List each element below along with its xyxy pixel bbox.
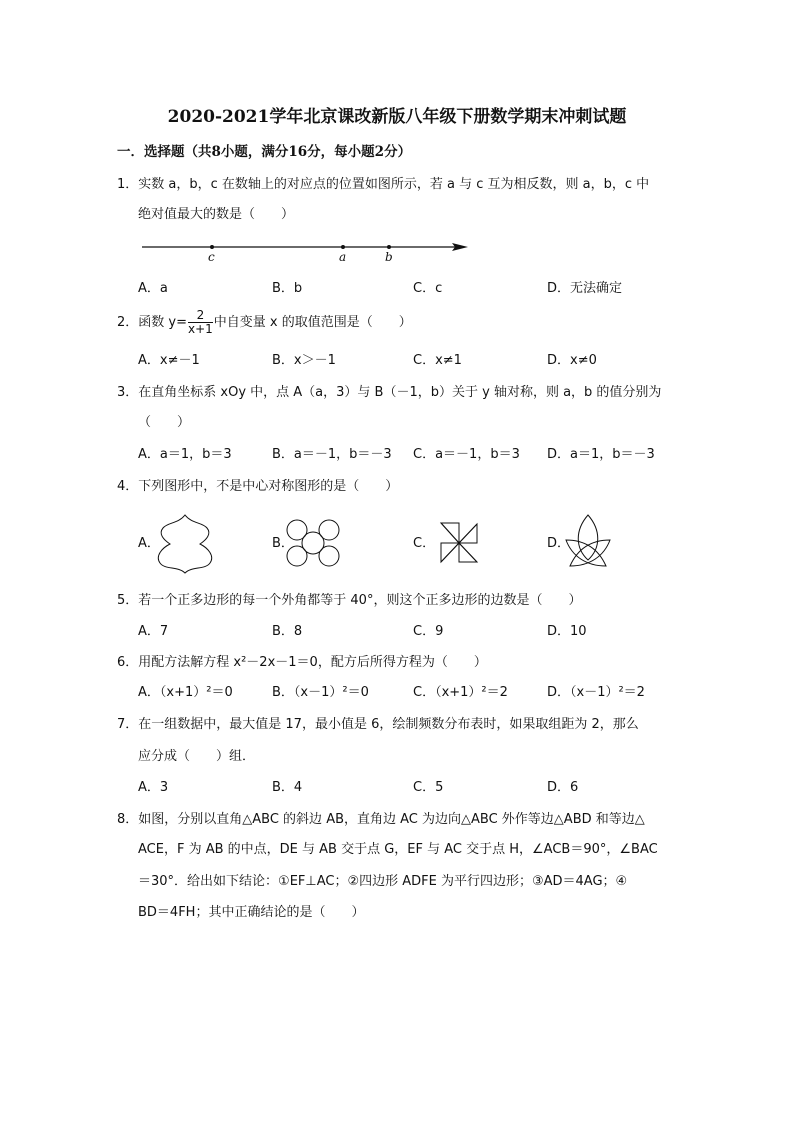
option-c: C．a＝－1，b＝3 — [413, 447, 520, 462]
option-b: B．x＞－1 — [272, 353, 336, 368]
question-8-line-1: 8．如图，分别以直角△ABC 的斜边 AB，直角边 AC 为边向△ABC 外作等边△ABD 和等边△ — [117, 812, 645, 827]
question-2-prefix: 2．函数 y= — [117, 315, 187, 330]
question-8-line-3: ＝30°．给出如下结论：①EF⊥AC；②四边形 ADFE 为平行四边形；③AD＝4AG；④ — [138, 874, 628, 889]
option-d: D．（x－1）²＝2 — [547, 685, 645, 700]
question-3-line-1: 3．在直角坐标系 xOy 中，点 A（a，3）与 B（－1，b）关于 y 轴对称，则 a，b 的值分别为 — [117, 385, 662, 400]
shape-b-icon — [287, 520, 339, 566]
question-7-line-2: 应分成（ ）组． — [138, 749, 256, 764]
option-d: D．6 — [547, 780, 579, 795]
label-c: c — [208, 250, 215, 264]
shape-c-icon — [441, 523, 477, 562]
question-8-line-2: ACE，F 为 AB 的中点，DE 与 AB 交于点 G，EF 与 AC 交于点 H，∠ACB＝90°，∠BAC — [138, 842, 658, 857]
page-title: 2020-2021学年北京课改新版八年级下册数学期末冲刺试题 — [167, 107, 627, 127]
option-a: A．7 — [138, 624, 169, 639]
option-c: C．（x+1）²＝2 — [413, 685, 508, 700]
option-d: D．x≠0 — [547, 353, 597, 368]
option-c: C．5 — [413, 780, 444, 795]
option-c: C．9 — [413, 624, 444, 639]
option-b: B．a＝－1，b＝－3 — [272, 447, 392, 462]
shape-a-icon — [158, 515, 211, 573]
question-1-line-2: 绝对值最大的数是（ ） — [138, 207, 295, 222]
option-d: D．无法确定 — [547, 281, 623, 296]
fraction-numerator: 2 — [188, 309, 213, 323]
label-a: a — [339, 250, 347, 264]
option-b: B．8 — [272, 624, 303, 639]
question-4-line-1: 4．下列图形中，不是中心对称图形的是（ ） — [117, 479, 399, 494]
option-c: C．c — [413, 281, 443, 296]
option-b: B．（x－1）²＝0 — [272, 685, 369, 700]
option-b: B． — [272, 536, 294, 551]
option-d: D． — [547, 536, 571, 551]
section-heading: 一．选择题（共8小题，满分16分，每小题2分） — [117, 144, 412, 160]
option-b: B．4 — [272, 780, 303, 795]
option-c: C．x≠1 — [413, 353, 462, 368]
question-1-line-1: 1．实数 a，b，c 在数轴上的对应点的位置如图所示，若 a 与 c 互为相反数，则 a，b，c 中 — [117, 177, 650, 192]
question-5-line-1: 5．若一个正多边形的每一个外角都等于 40°，则这个正多边形的边数是（ ） — [117, 593, 582, 608]
option-c: C． — [413, 536, 436, 551]
question-2-suffix: 中自变量 x 的取值范围是（ ） — [213, 315, 412, 330]
fraction-denominator: x+1 — [188, 322, 213, 336]
question-3-line-2: （ ） — [138, 415, 191, 430]
label-b: b — [385, 250, 393, 264]
question-8-line-4: BD＝4FH；其中正确结论的是（ ） — [138, 905, 365, 920]
option-a: A．3 — [138, 780, 169, 795]
option-a: A． — [138, 536, 160, 551]
question-7-line-1: 7．在一组数据中，最大值是 17，最小值是 6，绘制频数分布表时，如果取组距为 2，那么 — [117, 717, 639, 732]
option-d: D．10 — [547, 624, 587, 639]
question-6-line-1: 6．用配方法解方程 x²－2x－1＝0，配方后所得方程为（ ） — [117, 655, 487, 670]
option-a: A．a＝1，b＝3 — [138, 447, 232, 462]
option-a: A．a — [138, 281, 168, 296]
option-d: D．a＝1，b＝－3 — [547, 447, 655, 462]
option-a: A．x≠－1 — [138, 353, 200, 368]
option-a: A．（x+1）²＝0 — [138, 685, 233, 700]
shape-d-icon — [566, 515, 610, 566]
option-b: B．b — [272, 281, 303, 296]
